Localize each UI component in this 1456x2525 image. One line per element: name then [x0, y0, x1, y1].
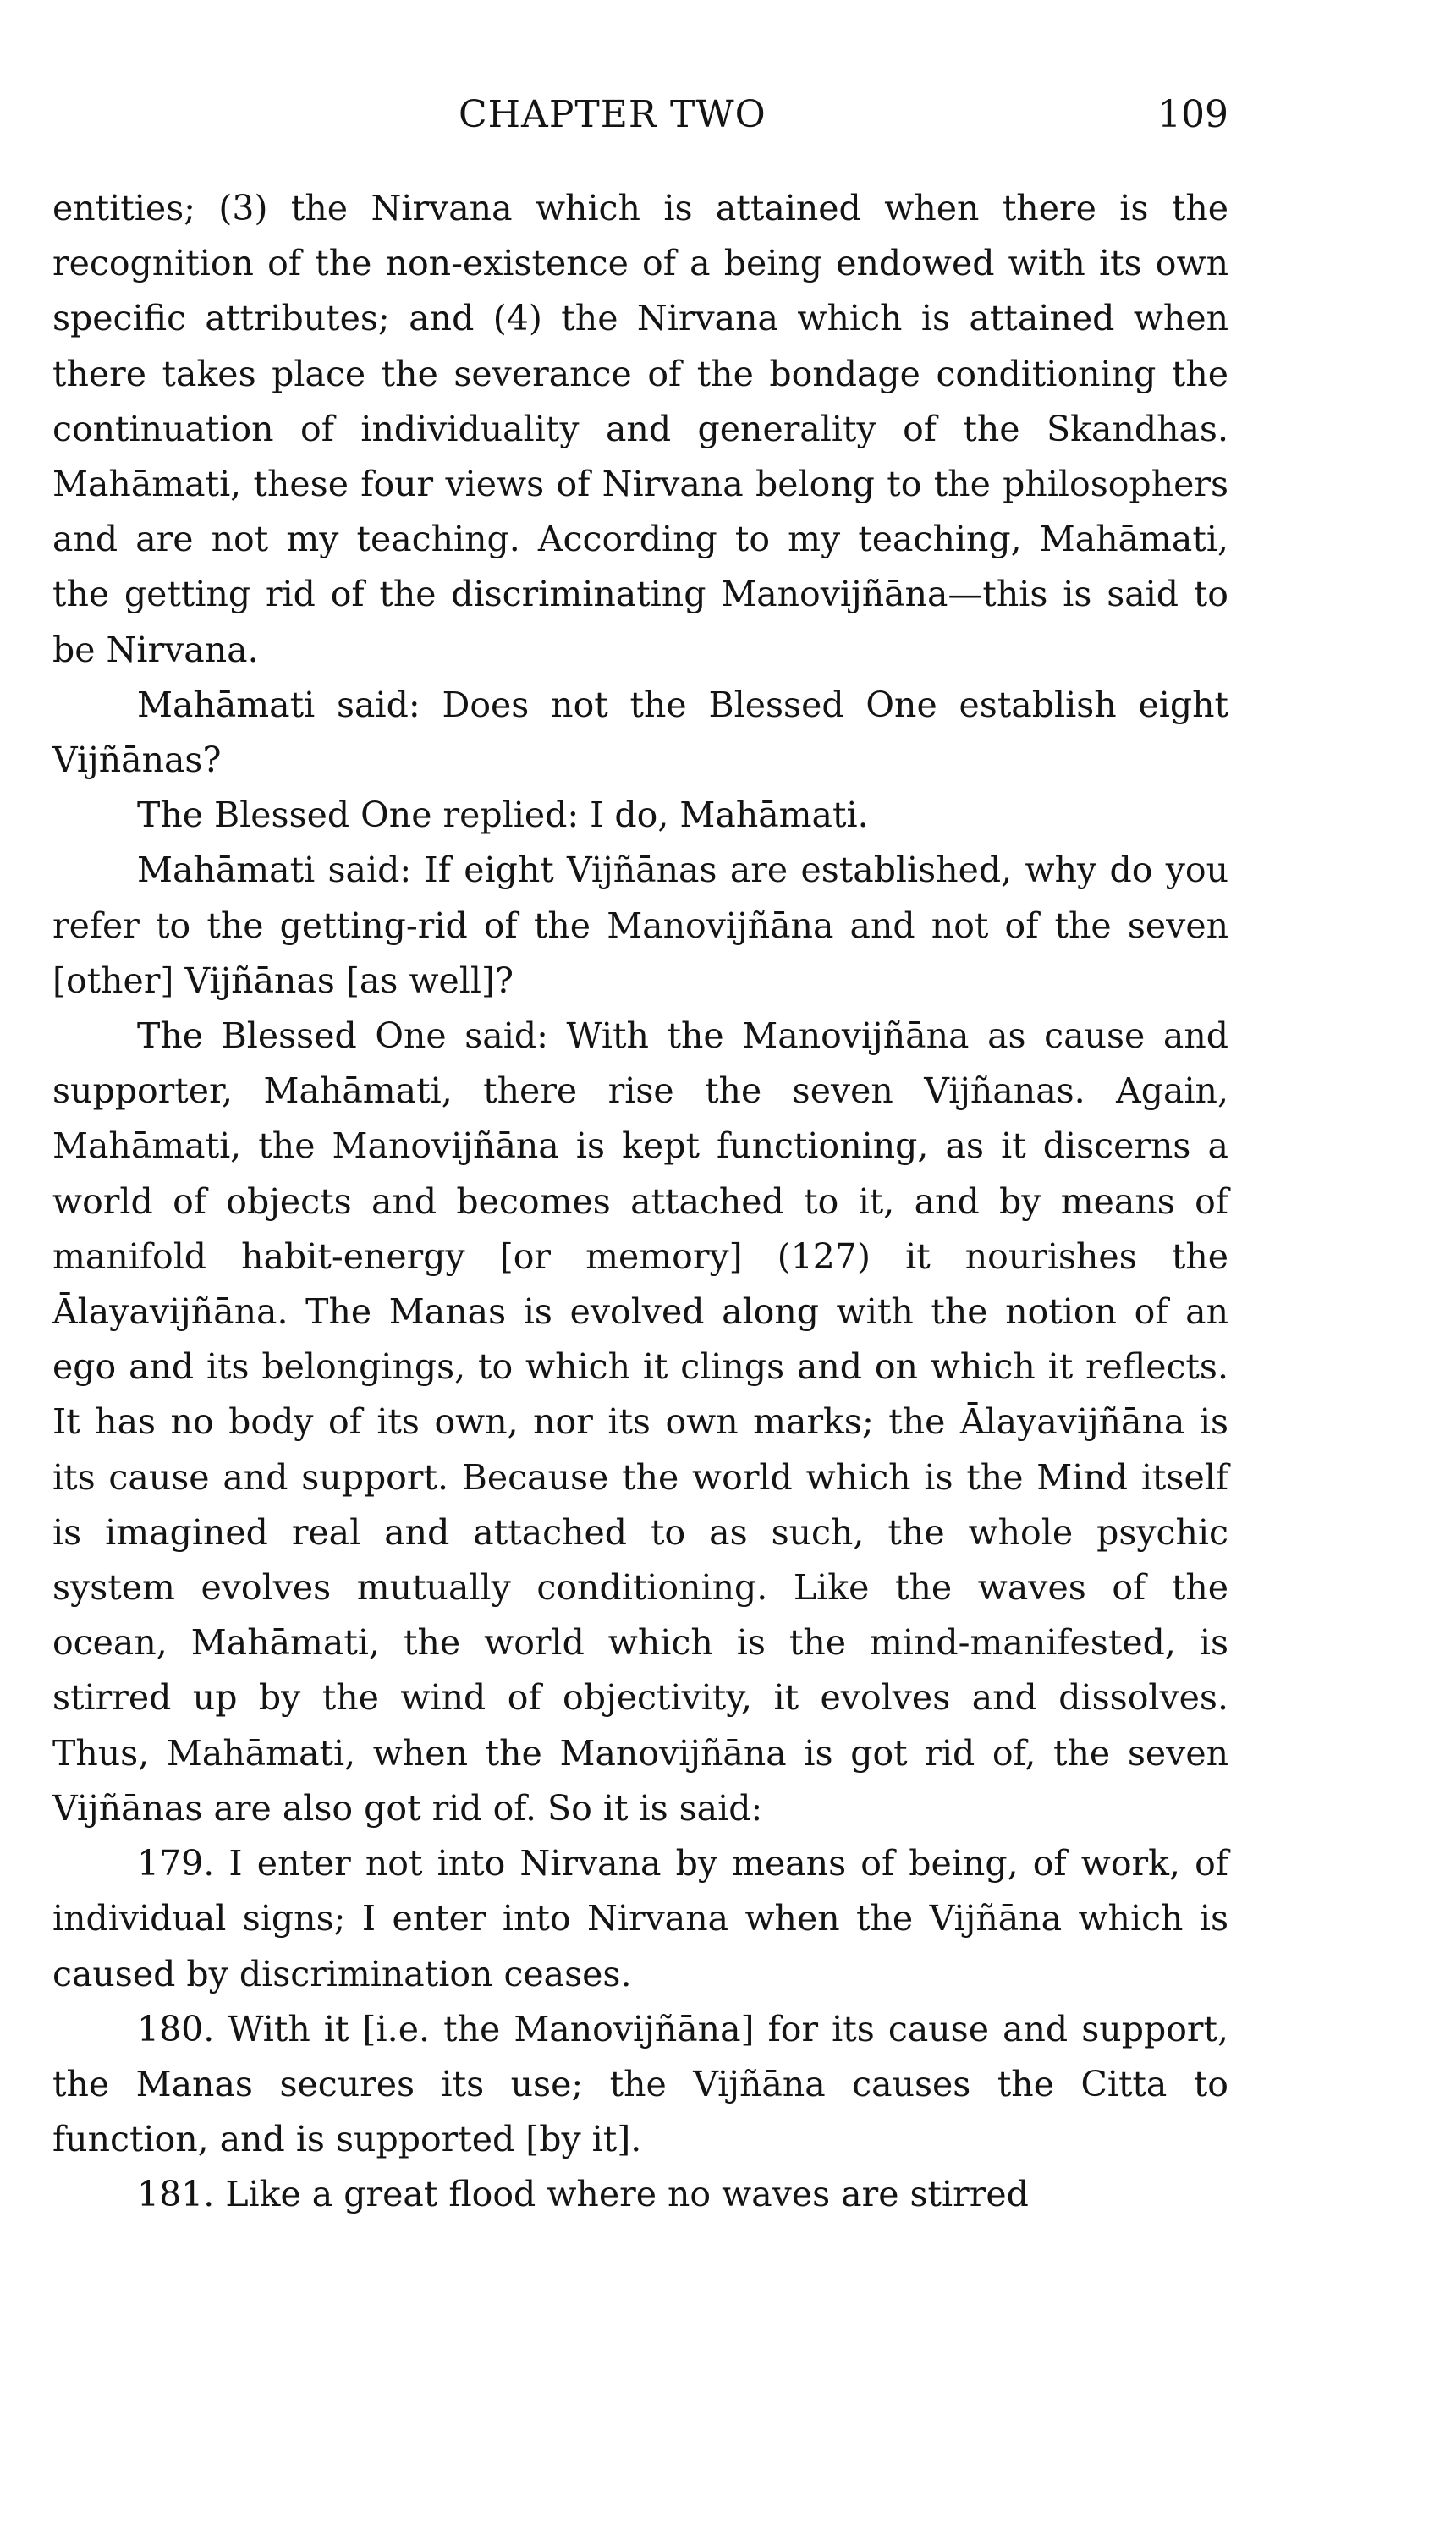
paragraph-2: Mahāmati said: Does not the Blessed One establish eight Vijñānas?	[52, 684, 1228, 781]
body-text	[52, 181, 1228, 2223]
paragraph-5: The Blessed One said: With the Manovijñāna as cause and supporter, Mahāmati, there rise the seven Vijñanas. Again, Mahāmati, the Manovijñāna is kept functioning, as it discerns a world of objects and becomes attached to it, and by means of manifold habit-energy [or memory] (127) it nourishes the Ālayavijñāna. The Manas is evolved along with the notion of an ego and its belongings, to which it clings and on which it reflects. It has no body of its own, nor its own marks; the Ālayavijñāna is its cause and support. Because the world which is the Mind itself is imagined real and attached to as such, the whole psychic system evolves mutually conditioning. Like the waves of the ocean, Mahāmati, the world which is the mind-manifested, is stirred up by the wind of objectivity, it evolves and dissolves. Thus, Mahāmati, when the Manovijñāna is got rid of, the seven Vijñānas are also got rid of. So it is said:	[52, 1015, 1228, 1829]
verse-181: 181. Like a great flood where no waves are stirred	[137, 2174, 1029, 2215]
paragraph-1: entities; (3) the Nirvana which is attained when there is the recognition of the non-existence of a being endowed with its own specific attributes; and (4) the Nirvana which is attained when there takes place the severance of the bondage conditioning the continuation of individuality and generality of the Skandhas. Mahāmati, these four views of Nirvana belong to the philosophers and are not my teaching. According to my teaching, Mahāmati, the getting rid of the discriminating Manovijñāna—this is said to be Nirvana.	[52, 188, 1228, 670]
running-head: CHAPTER TWO	[459, 93, 766, 136]
paragraph-3: The Blessed One replied: I do, Mahāmati.	[137, 795, 869, 836]
book-page	[52, 93, 1228, 2223]
page-header	[52, 93, 1228, 152]
verse-179: 179. I enter not into Nirvana by means of being, of work, of individual signs; I enter into Nirvana when the Vijñāna which is caused by discrimination ceases.	[52, 1843, 1228, 1994]
page-number: 109	[1157, 93, 1228, 136]
verse-180: 180. With it [i.e. the Manovijñāna] for its cause and support, the Manas secures its use; the Vijñāna causes the Citta to function, and is supported [by it].	[52, 2008, 1228, 2160]
paragraph-4: Mahāmati said: If eight Vijñānas are established, why do you refer to the getting-rid of the Manovijñāna and not of the seven [other] Vijñānas [as well]?	[52, 850, 1228, 1001]
